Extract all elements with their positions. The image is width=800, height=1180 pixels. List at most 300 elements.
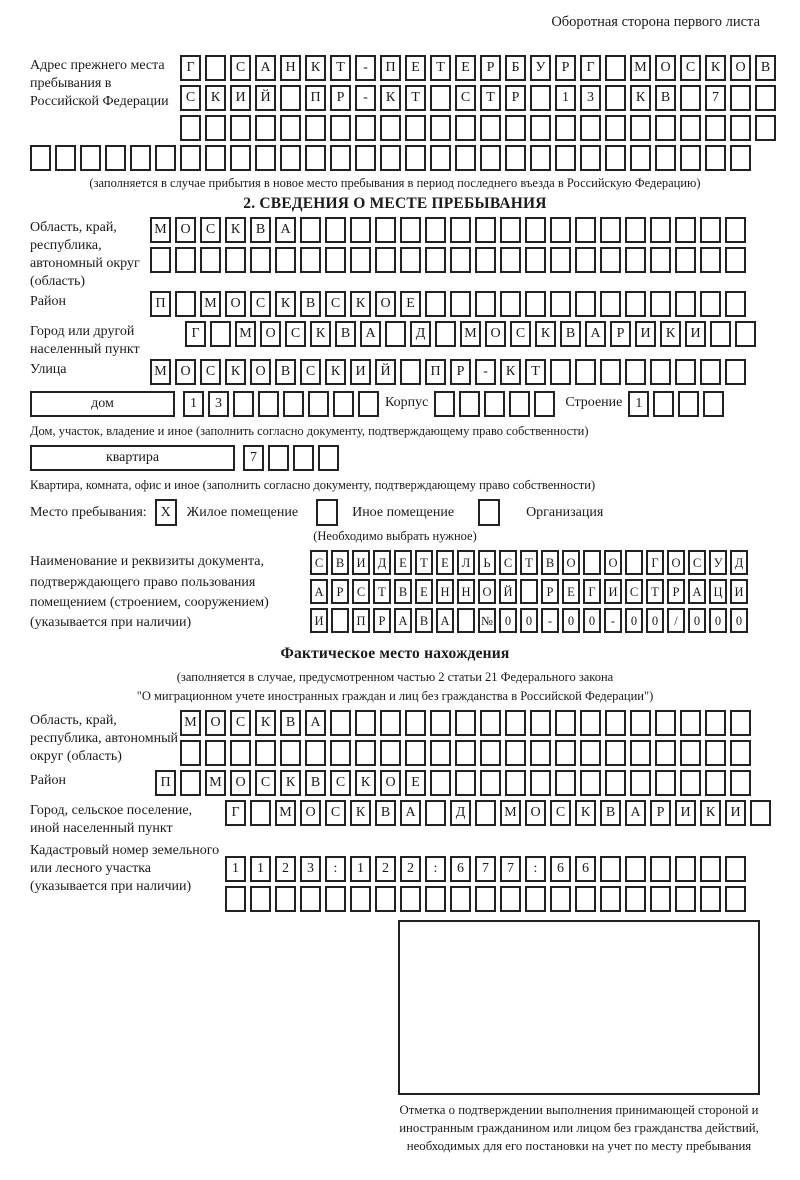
char-cell <box>475 800 496 826</box>
char-cell <box>480 145 501 171</box>
char-cell <box>255 740 276 766</box>
char-cell <box>330 145 351 171</box>
char-cell: О <box>730 55 751 81</box>
checkbox-zhiloe-mark: X <box>160 504 171 520</box>
char-cell: 3 <box>300 856 321 882</box>
char-cell: О <box>175 217 196 243</box>
char-cell <box>583 550 601 575</box>
char-cell <box>580 145 601 171</box>
prev-address-block <box>30 55 771 145</box>
char-cell <box>250 886 271 912</box>
char-cell <box>230 740 251 766</box>
char-cell <box>675 247 696 273</box>
char-cell <box>358 391 379 417</box>
char-cell: В <box>335 321 356 347</box>
char-cell <box>580 770 601 796</box>
char-cell: Е <box>455 55 476 81</box>
char-cell <box>450 886 471 912</box>
checkbox-org <box>478 499 500 526</box>
char-cell <box>330 710 351 736</box>
char-cell: Ц <box>709 579 727 604</box>
char-cell <box>375 886 396 912</box>
char-cell <box>380 710 401 736</box>
raion-row <box>150 291 746 317</box>
char-cell <box>730 710 751 736</box>
char-cell <box>650 886 671 912</box>
char-cell: У <box>709 550 727 575</box>
char-cell <box>405 115 426 141</box>
char-cell <box>755 85 776 111</box>
char-cell <box>484 391 505 417</box>
korpus-label: Корпус <box>385 394 429 410</box>
char-cell <box>730 740 751 766</box>
char-cell <box>30 145 51 171</box>
char-cell <box>105 145 126 171</box>
char-cell <box>457 608 475 633</box>
char-cell <box>700 886 721 912</box>
char-cell <box>650 856 671 882</box>
char-cell <box>455 740 476 766</box>
char-cell <box>475 886 496 912</box>
char-cell: Р <box>330 85 351 111</box>
kvartira-box: квартира <box>30 445 235 471</box>
char-cell <box>308 391 329 417</box>
char-cell <box>275 886 296 912</box>
char-cell <box>355 145 376 171</box>
char-cell <box>625 247 646 273</box>
char-cell: С <box>688 550 706 575</box>
char-cell <box>520 579 538 604</box>
char-cell <box>680 710 701 736</box>
char-cell <box>675 886 696 912</box>
char-cell <box>434 391 455 417</box>
dom-row <box>183 391 379 417</box>
char-cell <box>680 740 701 766</box>
char-cell <box>500 247 521 273</box>
char-cell <box>575 359 596 385</box>
char-cell: И <box>310 608 328 633</box>
char-cell <box>355 710 376 736</box>
char-cell: К <box>350 291 371 317</box>
char-cell: К <box>700 800 721 826</box>
char-cell <box>155 145 176 171</box>
char-cell: С <box>325 800 346 826</box>
doc-row-2 <box>310 579 748 604</box>
char-cell: К <box>630 85 651 111</box>
char-cell <box>280 115 301 141</box>
char-cell <box>530 85 551 111</box>
char-cell: Т <box>415 550 433 575</box>
char-cell <box>650 359 671 385</box>
char-cell <box>475 247 496 273</box>
doc-row-1 <box>310 550 748 575</box>
char-cell <box>350 886 371 912</box>
oblast-block <box>30 217 760 291</box>
fact-raion-block <box>30 770 760 800</box>
char-cell <box>305 145 326 171</box>
char-cell <box>575 247 596 273</box>
mesto-label: Место пребывания: <box>30 504 147 520</box>
char-cell: Г <box>646 550 664 575</box>
char-cell: Р <box>480 55 501 81</box>
char-cell: В <box>280 710 301 736</box>
char-cell: А <box>360 321 381 347</box>
char-cell: В <box>541 550 559 575</box>
char-cell <box>555 115 576 141</box>
char-cell <box>525 886 546 912</box>
char-cell <box>600 291 621 317</box>
char-cell <box>630 115 651 141</box>
char-cell: С <box>499 550 517 575</box>
char-cell <box>459 391 480 417</box>
char-cell <box>280 85 301 111</box>
char-cell: / <box>667 608 685 633</box>
char-cell <box>55 145 76 171</box>
char-cell: К <box>350 800 371 826</box>
fact-oblast-block <box>30 710 760 770</box>
char-cell <box>655 770 676 796</box>
char-cell: 7 <box>243 445 264 471</box>
char-cell: С <box>200 359 221 385</box>
dom-caption: Дом, участок, владение и иное (заполнить согласно документу, подтверждающему право собственности) <box>30 423 589 438</box>
char-cell <box>555 740 576 766</box>
char-cell <box>534 391 555 417</box>
char-cell: К <box>225 359 246 385</box>
char-cell: 1 <box>225 856 246 882</box>
char-cell <box>480 115 501 141</box>
char-cell <box>258 391 279 417</box>
char-cell <box>255 145 276 171</box>
char-cell <box>205 55 226 81</box>
raion-block <box>30 291 760 321</box>
char-cell <box>705 145 726 171</box>
char-cell <box>600 247 621 273</box>
char-cell: О <box>175 359 196 385</box>
option-zhiloe-label: Жилое помещение <box>186 504 299 520</box>
option-org-label: Организация <box>526 504 604 520</box>
char-cell: С <box>550 800 571 826</box>
char-cell: О <box>655 55 676 81</box>
char-cell: 7 <box>705 85 726 111</box>
char-cell: С <box>352 579 370 604</box>
char-cell <box>180 145 201 171</box>
char-cell <box>730 145 751 171</box>
char-cell: А <box>305 710 326 736</box>
char-cell: 1 <box>250 856 271 882</box>
char-cell <box>725 886 746 912</box>
char-cell <box>605 55 626 81</box>
char-cell: Т <box>646 579 664 604</box>
char-cell <box>180 770 201 796</box>
page-corner-note: Оборотная сторона первого листа <box>551 14 760 30</box>
char-cell: 3 <box>580 85 601 111</box>
char-cell <box>250 247 271 273</box>
char-cell <box>305 115 326 141</box>
char-cell <box>550 247 571 273</box>
fact-title: Фактическое место нахождения <box>280 645 510 663</box>
char-cell <box>555 710 576 736</box>
char-cell: И <box>685 321 706 347</box>
char-cell: С <box>455 85 476 111</box>
doc-row-3 <box>310 608 748 633</box>
char-cell <box>625 856 646 882</box>
char-cell: Р <box>505 85 526 111</box>
char-cell <box>505 770 526 796</box>
oblast-label: Область, край, республика, автономный округ (область) <box>30 220 140 289</box>
char-cell <box>525 217 546 243</box>
char-cell: : <box>525 856 546 882</box>
char-cell <box>550 217 571 243</box>
char-cell: В <box>394 579 412 604</box>
char-cell <box>500 217 521 243</box>
char-cell <box>580 710 601 736</box>
char-cell: Е <box>436 550 454 575</box>
char-cell <box>280 145 301 171</box>
fact-gorod-label: Город, сельское поселение, иной населенный пункт <box>30 802 193 836</box>
char-cell <box>705 740 726 766</box>
char-cell <box>730 85 751 111</box>
char-cell: С <box>330 770 351 796</box>
char-cell: 1 <box>183 391 204 417</box>
char-cell: О <box>485 321 506 347</box>
char-cell <box>425 800 446 826</box>
char-cell <box>530 145 551 171</box>
char-cell <box>425 247 446 273</box>
doc-label: Наименование и реквизиты документа, подтверждающего право пользования помещением (строением, сооружением) (указывается при наличии) <box>30 554 269 631</box>
char-cell <box>730 770 751 796</box>
char-cell: А <box>436 608 454 633</box>
char-cell <box>430 770 451 796</box>
char-cell <box>505 145 526 171</box>
prev-address-caption: (заполняется в случае прибытия в новое место пребывания в период последнего въезда в Российскую Федерацию) <box>89 176 701 190</box>
char-cell <box>385 321 406 347</box>
char-cell <box>400 247 421 273</box>
char-cell: 0 <box>730 608 748 633</box>
char-cell <box>305 740 326 766</box>
char-cell <box>180 740 201 766</box>
char-cell: 0 <box>520 608 538 633</box>
char-cell <box>180 115 201 141</box>
char-cell <box>500 886 521 912</box>
char-cell: О <box>225 291 246 317</box>
char-cell <box>575 217 596 243</box>
char-cell <box>380 740 401 766</box>
char-cell <box>680 85 701 111</box>
char-cell: Т <box>430 55 451 81</box>
char-cell: С <box>180 85 201 111</box>
char-cell: В <box>600 800 621 826</box>
char-cell <box>580 740 601 766</box>
char-cell: О <box>205 710 226 736</box>
char-cell: О <box>300 800 321 826</box>
char-cell: И <box>725 800 746 826</box>
char-cell: Г <box>580 55 601 81</box>
char-cell <box>509 391 530 417</box>
char-cell <box>375 247 396 273</box>
char-cell: 6 <box>450 856 471 882</box>
char-cell: 2 <box>375 856 396 882</box>
char-cell <box>725 247 746 273</box>
char-cell: 1 <box>350 856 371 882</box>
char-cell <box>675 856 696 882</box>
char-cell: О <box>604 550 622 575</box>
char-cell: О <box>230 770 251 796</box>
char-cell <box>630 770 651 796</box>
char-cell <box>550 291 571 317</box>
char-cell: К <box>535 321 556 347</box>
char-cell <box>625 217 646 243</box>
prev-address-row-2 <box>180 85 776 111</box>
char-cell: 1 <box>628 391 649 417</box>
char-cell <box>450 217 471 243</box>
char-cell <box>605 85 626 111</box>
char-cell: П <box>425 359 446 385</box>
gorod-block <box>30 321 760 359</box>
char-cell: 2 <box>275 856 296 882</box>
char-cell <box>505 710 526 736</box>
char-cell: Е <box>394 550 412 575</box>
char-cell: С <box>680 55 701 81</box>
char-cell: С <box>300 359 321 385</box>
char-cell: Б <box>505 55 526 81</box>
char-cell: С <box>230 55 251 81</box>
char-cell: Т <box>520 550 538 575</box>
char-cell <box>455 710 476 736</box>
char-cell <box>555 770 576 796</box>
char-cell: Е <box>415 579 433 604</box>
char-cell <box>625 886 646 912</box>
char-cell <box>680 770 701 796</box>
prev-address-row-1 <box>180 55 776 81</box>
fact-raion-label: Район <box>30 772 66 788</box>
char-cell: И <box>350 359 371 385</box>
char-cell: Н <box>280 55 301 81</box>
checkbox-zhiloe <box>155 499 177 526</box>
char-cell <box>331 608 349 633</box>
char-cell: М <box>630 55 651 81</box>
char-cell <box>555 145 576 171</box>
char-cell <box>230 145 251 171</box>
char-cell: О <box>562 550 580 575</box>
char-cell <box>400 886 421 912</box>
char-cell: Р <box>667 579 685 604</box>
char-cell <box>268 445 289 471</box>
char-cell <box>300 886 321 912</box>
char-cell: 7 <box>475 856 496 882</box>
char-cell <box>530 740 551 766</box>
char-cell <box>280 740 301 766</box>
char-cell: Г <box>180 55 201 81</box>
prev-address-label: Адрес прежнего места пребывания в Российской Федерации <box>30 58 169 109</box>
char-cell <box>255 115 276 141</box>
char-cell: О <box>375 291 396 317</box>
char-cell: В <box>560 321 581 347</box>
char-cell: Г <box>583 579 601 604</box>
char-cell <box>450 291 471 317</box>
char-cell <box>455 115 476 141</box>
char-cell <box>230 115 251 141</box>
char-cell: П <box>352 608 370 633</box>
char-cell: Д <box>450 800 471 826</box>
char-cell <box>705 115 726 141</box>
char-cell: С <box>250 291 271 317</box>
char-cell <box>655 145 676 171</box>
oblast-row-2 <box>150 247 746 273</box>
char-cell: А <box>688 579 706 604</box>
char-cell <box>205 740 226 766</box>
char-cell: К <box>500 359 521 385</box>
kadastr-row-1 <box>225 856 746 882</box>
char-cell: : <box>425 856 446 882</box>
char-cell <box>680 115 701 141</box>
char-cell <box>655 710 676 736</box>
char-cell <box>400 359 421 385</box>
char-cell: У <box>530 55 551 81</box>
char-cell <box>705 710 726 736</box>
char-cell: Ь <box>478 550 496 575</box>
char-cell: - <box>475 359 496 385</box>
char-cell <box>600 217 621 243</box>
char-cell <box>650 291 671 317</box>
char-cell: М <box>180 710 201 736</box>
char-cell <box>318 445 339 471</box>
char-cell: А <box>255 55 276 81</box>
char-cell: М <box>235 321 256 347</box>
char-cell: О <box>380 770 401 796</box>
char-cell: О <box>260 321 281 347</box>
char-cell <box>475 291 496 317</box>
char-cell <box>80 145 101 171</box>
char-cell: Е <box>400 291 421 317</box>
char-cell <box>325 886 346 912</box>
char-cell: 6 <box>550 856 571 882</box>
char-cell <box>725 291 746 317</box>
char-cell <box>475 217 496 243</box>
fact-caption-line1: (заполняется в случае, предусмотренном частью 2 статьи 21 Федерального закона <box>176 670 614 685</box>
dom-box: дом <box>30 391 175 417</box>
char-cell <box>505 740 526 766</box>
char-cell: О <box>478 579 496 604</box>
char-cell: С <box>625 579 643 604</box>
char-cell <box>205 115 226 141</box>
char-cell: И <box>230 85 251 111</box>
char-cell <box>675 359 696 385</box>
char-cell: 0 <box>562 608 580 633</box>
char-cell <box>375 217 396 243</box>
char-cell: К <box>575 800 596 826</box>
kadastr-rows <box>225 840 746 916</box>
char-cell: М <box>275 800 296 826</box>
char-cell <box>700 247 721 273</box>
char-cell: 1 <box>555 85 576 111</box>
char-cell <box>755 115 776 141</box>
option-inoe-label: Иное помещение <box>352 504 455 520</box>
char-cell <box>630 710 651 736</box>
char-cell <box>730 115 751 141</box>
char-cell: А <box>310 579 328 604</box>
char-cell <box>505 115 526 141</box>
char-cell: М <box>150 359 171 385</box>
char-cell <box>600 886 621 912</box>
char-cell <box>530 710 551 736</box>
char-cell <box>380 115 401 141</box>
char-cell: Т <box>330 55 351 81</box>
char-cell <box>600 359 621 385</box>
char-cell: Е <box>405 55 426 81</box>
char-cell <box>225 886 246 912</box>
char-cell: Т <box>525 359 546 385</box>
char-cell <box>200 247 221 273</box>
